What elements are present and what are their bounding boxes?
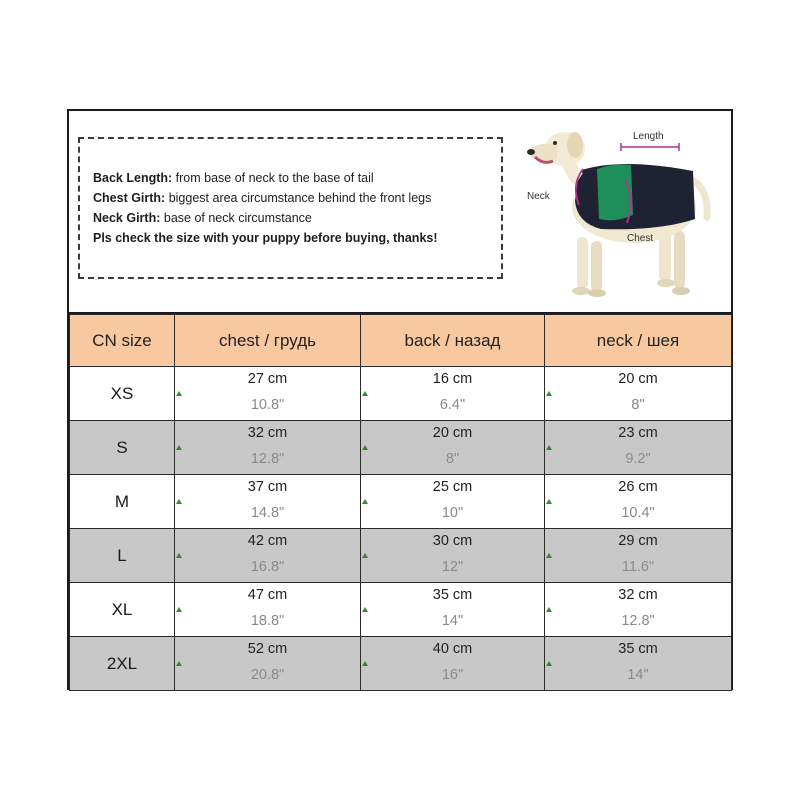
neck-inch: 9.2" xyxy=(625,450,651,467)
chest-cm: 52 cm xyxy=(247,640,288,657)
neck-cell xyxy=(545,583,732,637)
cell-marker-icon xyxy=(546,553,552,558)
chest-label: Chest xyxy=(627,233,654,244)
measurement-notes-box xyxy=(78,137,503,279)
chest-cm: 42 cm xyxy=(247,532,288,549)
check-size-reminder: Pls check the size with your puppy before buying, thanks! xyxy=(93,231,438,245)
neck-cm: 35 cm xyxy=(618,640,658,657)
chest-cm: 47 cm xyxy=(247,586,288,603)
back-cm: 40 cm xyxy=(432,640,473,657)
back-cm: 35 cm xyxy=(432,586,473,603)
cell-marker-icon xyxy=(176,607,182,612)
cell-marker-icon xyxy=(362,661,368,666)
size-chart-sheet xyxy=(67,109,733,690)
cell-marker-icon xyxy=(362,499,368,504)
neck-cell xyxy=(545,367,732,421)
back-cm: 20 cm xyxy=(432,424,473,441)
table-row xyxy=(70,529,732,583)
header-neck: neck / шея xyxy=(545,315,732,367)
size-label: XL xyxy=(70,583,175,637)
back-length-note: Back Length: from base of neck to the base of tail xyxy=(93,171,374,185)
back-inch: 16" xyxy=(441,666,464,683)
header-back: back / назад xyxy=(361,315,545,367)
cell-marker-icon xyxy=(546,391,552,396)
neck-inch: 14" xyxy=(627,666,649,683)
back-inch: 12" xyxy=(441,558,464,575)
back-cm: 16 cm xyxy=(432,370,473,387)
chest-cell xyxy=(175,637,361,691)
table-row xyxy=(70,637,732,691)
chest-inch: 16.8" xyxy=(250,558,285,575)
neck-inch: 10.4" xyxy=(621,504,655,521)
dog-measurement-illustration xyxy=(509,119,729,307)
table-header-row xyxy=(70,315,732,367)
back-inch: 6.4" xyxy=(439,396,466,413)
neck-cell xyxy=(545,529,732,583)
neck-cm: 26 cm xyxy=(618,478,658,495)
back-inch: 10" xyxy=(441,504,464,521)
back-cell xyxy=(361,583,545,637)
chest-cm: 37 cm xyxy=(247,478,288,495)
chest-cell xyxy=(175,583,361,637)
cell-marker-icon xyxy=(546,607,552,612)
back-cm: 30 cm xyxy=(432,532,473,549)
size-label: XS xyxy=(70,367,175,421)
chest-inch: 12.8" xyxy=(250,450,285,467)
cell-marker-icon xyxy=(546,445,552,450)
chest-inch: 14.8" xyxy=(250,504,285,521)
size-label: L xyxy=(70,529,175,583)
cell-marker-icon xyxy=(546,499,552,504)
cell-marker-icon xyxy=(176,445,182,450)
chest-cell xyxy=(175,475,361,529)
neck-girth-note: Neck Girth: base of neck circumstance xyxy=(93,211,312,225)
chest-inch: 10.8" xyxy=(250,396,285,413)
neck-cell xyxy=(545,637,732,691)
length-label: Length xyxy=(633,131,664,142)
back-inch: 14" xyxy=(441,612,464,629)
cell-marker-icon xyxy=(176,661,182,666)
cell-marker-icon xyxy=(546,661,552,666)
back-cell xyxy=(361,475,545,529)
cell-marker-icon xyxy=(362,553,368,558)
back-cell xyxy=(361,637,545,691)
neck-cm: 20 cm xyxy=(618,370,658,387)
neck-cell xyxy=(545,421,732,475)
cell-marker-icon xyxy=(362,607,368,612)
cell-marker-icon xyxy=(176,391,182,396)
chest-girth-note: Chest Girth: biggest area circumstance behind the front legs xyxy=(93,191,432,205)
back-cm: 25 cm xyxy=(432,478,473,495)
size-label: 2XL xyxy=(70,637,175,691)
table-row xyxy=(70,583,732,637)
chest-inch: 20.8" xyxy=(250,666,285,683)
neck-cm: 23 cm xyxy=(618,424,658,441)
back-cell xyxy=(361,421,545,475)
neck-inch: 11.6" xyxy=(621,558,655,575)
back-cell xyxy=(361,367,545,421)
cell-marker-icon xyxy=(176,499,182,504)
size-label: M xyxy=(70,475,175,529)
size-table xyxy=(69,314,732,691)
cell-marker-icon xyxy=(362,391,368,396)
neck-label: Neck xyxy=(527,191,550,202)
chest-cm: 32 cm xyxy=(247,424,288,441)
cell-marker-icon xyxy=(362,445,368,450)
chest-cm: 27 cm xyxy=(247,370,288,387)
neck-cm: 32 cm xyxy=(618,586,658,603)
neck-inch: 12.8" xyxy=(621,612,655,629)
size-label: S xyxy=(70,421,175,475)
chest-cell xyxy=(175,421,361,475)
measurement-guide xyxy=(69,111,731,314)
neck-inch: 8" xyxy=(631,396,645,413)
table-row xyxy=(70,367,732,421)
back-cell xyxy=(361,529,545,583)
table-row xyxy=(70,421,732,475)
table-row xyxy=(70,475,732,529)
header-chest: chest / грудь xyxy=(175,315,361,367)
cell-marker-icon xyxy=(176,553,182,558)
neck-cell xyxy=(545,475,732,529)
header-cn-size: CN size xyxy=(70,315,175,367)
neck-cm: 29 cm xyxy=(618,532,658,549)
back-inch: 8" xyxy=(445,450,460,467)
chest-cell xyxy=(175,529,361,583)
dog-in-vest-image xyxy=(509,119,729,307)
chest-inch: 18.8" xyxy=(250,612,285,629)
chest-cell xyxy=(175,367,361,421)
